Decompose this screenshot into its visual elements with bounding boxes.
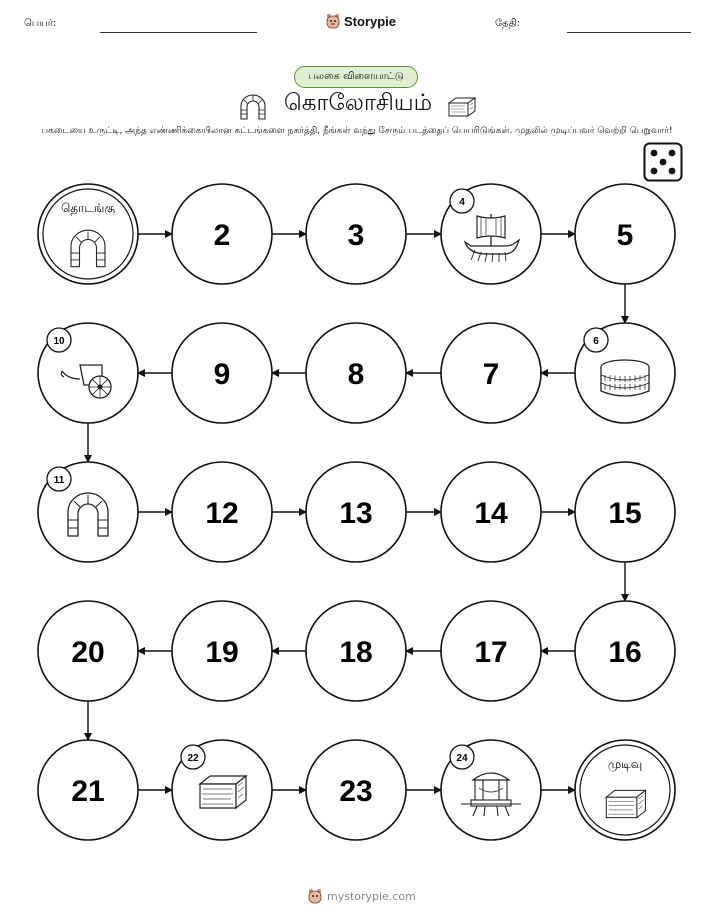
space-number: 5	[616, 219, 634, 252]
space-number: 12	[205, 497, 239, 530]
board-space-19[interactable]	[172, 601, 272, 701]
stone-block-icon	[606, 790, 645, 817]
board-space-15[interactable]	[575, 462, 675, 562]
date-label: தேதி:	[495, 18, 521, 29]
number-badge-text: 22	[187, 753, 199, 764]
board-space-21[interactable]	[38, 740, 138, 840]
space-number: 14	[474, 497, 508, 530]
page-title: கொலோசியம்	[283, 90, 433, 116]
space-number: 7	[482, 358, 500, 391]
finish-label: முடிவு	[607, 757, 643, 771]
number-badge-text: 24	[456, 753, 468, 764]
space-number: 9	[213, 358, 231, 391]
board-space-9[interactable]	[172, 323, 272, 423]
start-label: தொடங்கு	[60, 201, 116, 215]
board-space-18[interactable]	[306, 601, 406, 701]
storypie-logo-icon	[308, 888, 322, 904]
finish-space[interactable]	[575, 740, 675, 840]
space-number: 16	[608, 636, 642, 669]
board-space-8[interactable]	[306, 323, 406, 423]
game-type-pill: பலகை விளையாட்டு	[294, 66, 418, 88]
footer	[308, 888, 416, 904]
number-badge-text: 10	[53, 336, 65, 347]
space-number: 19	[205, 636, 239, 669]
board-space-6[interactable]	[575, 323, 675, 423]
space-number: 3	[347, 219, 365, 252]
space-number: 18	[339, 636, 373, 669]
board-space-12[interactable]	[172, 462, 272, 562]
number-badge-text: 6	[593, 336, 599, 347]
board-space-14[interactable]	[441, 462, 541, 562]
board-space-17[interactable]	[441, 601, 541, 701]
board-space-7[interactable]	[441, 323, 541, 423]
space-number: 15	[608, 497, 642, 530]
board-space-13[interactable]	[306, 462, 406, 562]
space-number: 2	[213, 219, 231, 252]
space-number: 8	[347, 358, 365, 391]
board-space-16[interactable]	[575, 601, 675, 701]
board-space-4[interactable]	[441, 184, 541, 284]
footer-site: mystorypie.com	[327, 889, 416, 903]
board-space-5[interactable]	[575, 184, 675, 284]
board-space-10[interactable]	[38, 323, 138, 423]
start-space[interactable]	[38, 184, 138, 284]
board-space-20[interactable]	[38, 601, 138, 701]
space-number: 13	[339, 497, 373, 530]
number-badge-text: 4	[459, 197, 465, 208]
instructions: பகடையை உருட்டி, அந்த எண்ணிக்கையிலான கட்டங்களை நகர்த்தி, நீங்கள் வந்து சேரும் படத்தைப் பெயரிடுங்கள். முதலில் முடிப்பவர் வெற்றி பெறுவார்!	[41, 126, 673, 136]
board-space-22[interactable]	[172, 740, 272, 840]
board-space-11[interactable]	[38, 462, 138, 562]
name-label: பெயர்:	[24, 18, 57, 29]
board-space-2[interactable]	[172, 184, 272, 284]
number-badge-text: 11	[53, 475, 65, 486]
space-number: 20	[71, 636, 105, 669]
space-number: 17	[474, 636, 508, 669]
board-space-23[interactable]	[306, 740, 406, 840]
space-number: 23	[339, 775, 373, 808]
brand-name: Storypie	[344, 13, 397, 29]
stone-block-icon	[200, 776, 246, 808]
colosseum-icon	[601, 360, 649, 396]
board-space-3[interactable]	[306, 184, 406, 284]
space-number: 21	[71, 775, 105, 808]
board-space-24[interactable]	[441, 740, 541, 840]
